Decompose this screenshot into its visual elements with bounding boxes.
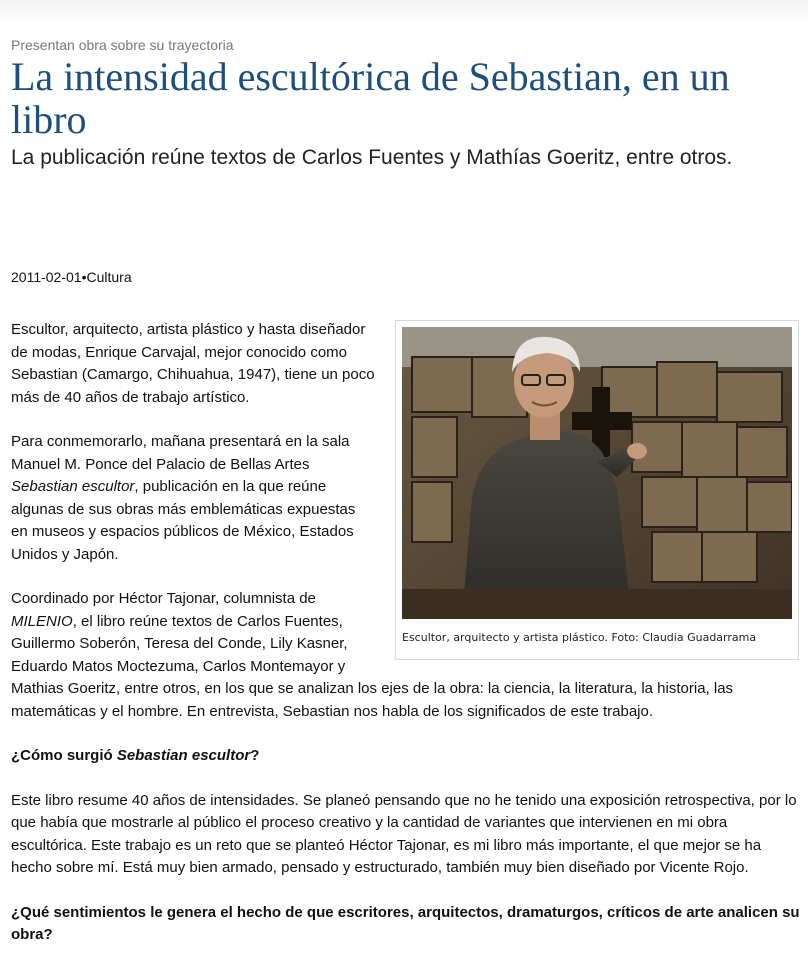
paragraph-1: Escultor, arquitecto, artista plástico y hasta diseñador de modas, Enrique Carvajal, mejor conocido como Sebastian (Camargo, Chihuahua, 1947), tiene un poco más de 40 años de trabajo artístico. — [11, 321, 375, 406]
paragraph-2-text-a: Para conmemorarlo, mañana presentará en la sala Manuel M. Ponce del Palacio de Bellas Artes — [11, 433, 350, 473]
article-photo[interactable] — [402, 327, 792, 619]
article-section[interactable]: Cultura — [86, 269, 132, 285]
article-title: La intensidad escultórica de Sebastian, en un libro — [11, 54, 730, 142]
question-1 — [11, 745, 801, 768]
article-kicker: Presentan obra sobre su trayectoria — [11, 37, 234, 53]
question-1-emphasis: Sebastian escultor — [116, 747, 251, 764]
paragraph-3-text-b: , el libro reúne textos de Carlos Fuentes, Guillermo Soberón, Teresa del Conde, Lily Kasner, Eduardo Matos Moctezuma, Carlos Montemayor y Mathias Goeritz, entre otros, en los que se analizan los ejes de la obra: la ciencia, la literatura, la historia, las matemáticas y el hombre. En entrevista, Sebastian nos habla de los significados de este trabajo. — [11, 612, 734, 720]
question-1-text-a: ¿Cómo surgió — [11, 747, 117, 764]
meta-separator: • — [81, 269, 87, 285]
question-1-text-b: ? — [250, 747, 260, 764]
article-subtitle: La publicación reúne textos de Carlos Fuentes y Mathías Goeritz, entre otros. — [11, 146, 733, 169]
top-gradient-bar — [0, 0, 808, 24]
paragraph-2-text-b: , publicación en la que reúne algunas de sus obras más emblemáticas expuestas en museos y espacios públicos de México, Estados Unidos y Japón. — [11, 478, 356, 563]
article-body — [11, 319, 801, 969]
paragraph-3-text-a: Coordinado por Héctor Tajonar, columnista de — [11, 590, 316, 607]
photo-figure — [395, 320, 799, 660]
sculptor-photo-illustration — [402, 327, 792, 619]
paragraph-4: Este libro resume 40 años de intensidades. Se planeó pensando que no he tenido una exposición retrospectiva, por lo que había que mostrarle al público el proceso creativo y la cantidad de variantes que intervienen en mi obra escultórica. Este trabajo es un reto que se planteó Héctor Tajonar, es mi libro más importante, el que mejor se ha hecho sobre mí. Está muy bien armado, pensado y estructurado, también muy bien diseñado por Vicente Rojo. — [11, 791, 797, 876]
article-meta — [11, 269, 132, 285]
book-title-emphasis: Sebastian escultor — [11, 478, 135, 495]
milenio-emphasis: MILENIO — [11, 612, 73, 630]
question-2: ¿Qué sentimientos le genera el hecho de que escritores, arquitectos, dramaturgos, críticos de arte analicen su obra? — [11, 903, 800, 943]
article-date: 2011-02-01 — [11, 269, 82, 285]
photo-caption: Escultor, arquitecto y artista plástico. Foto: Claudia Guadarrama — [402, 631, 757, 644]
